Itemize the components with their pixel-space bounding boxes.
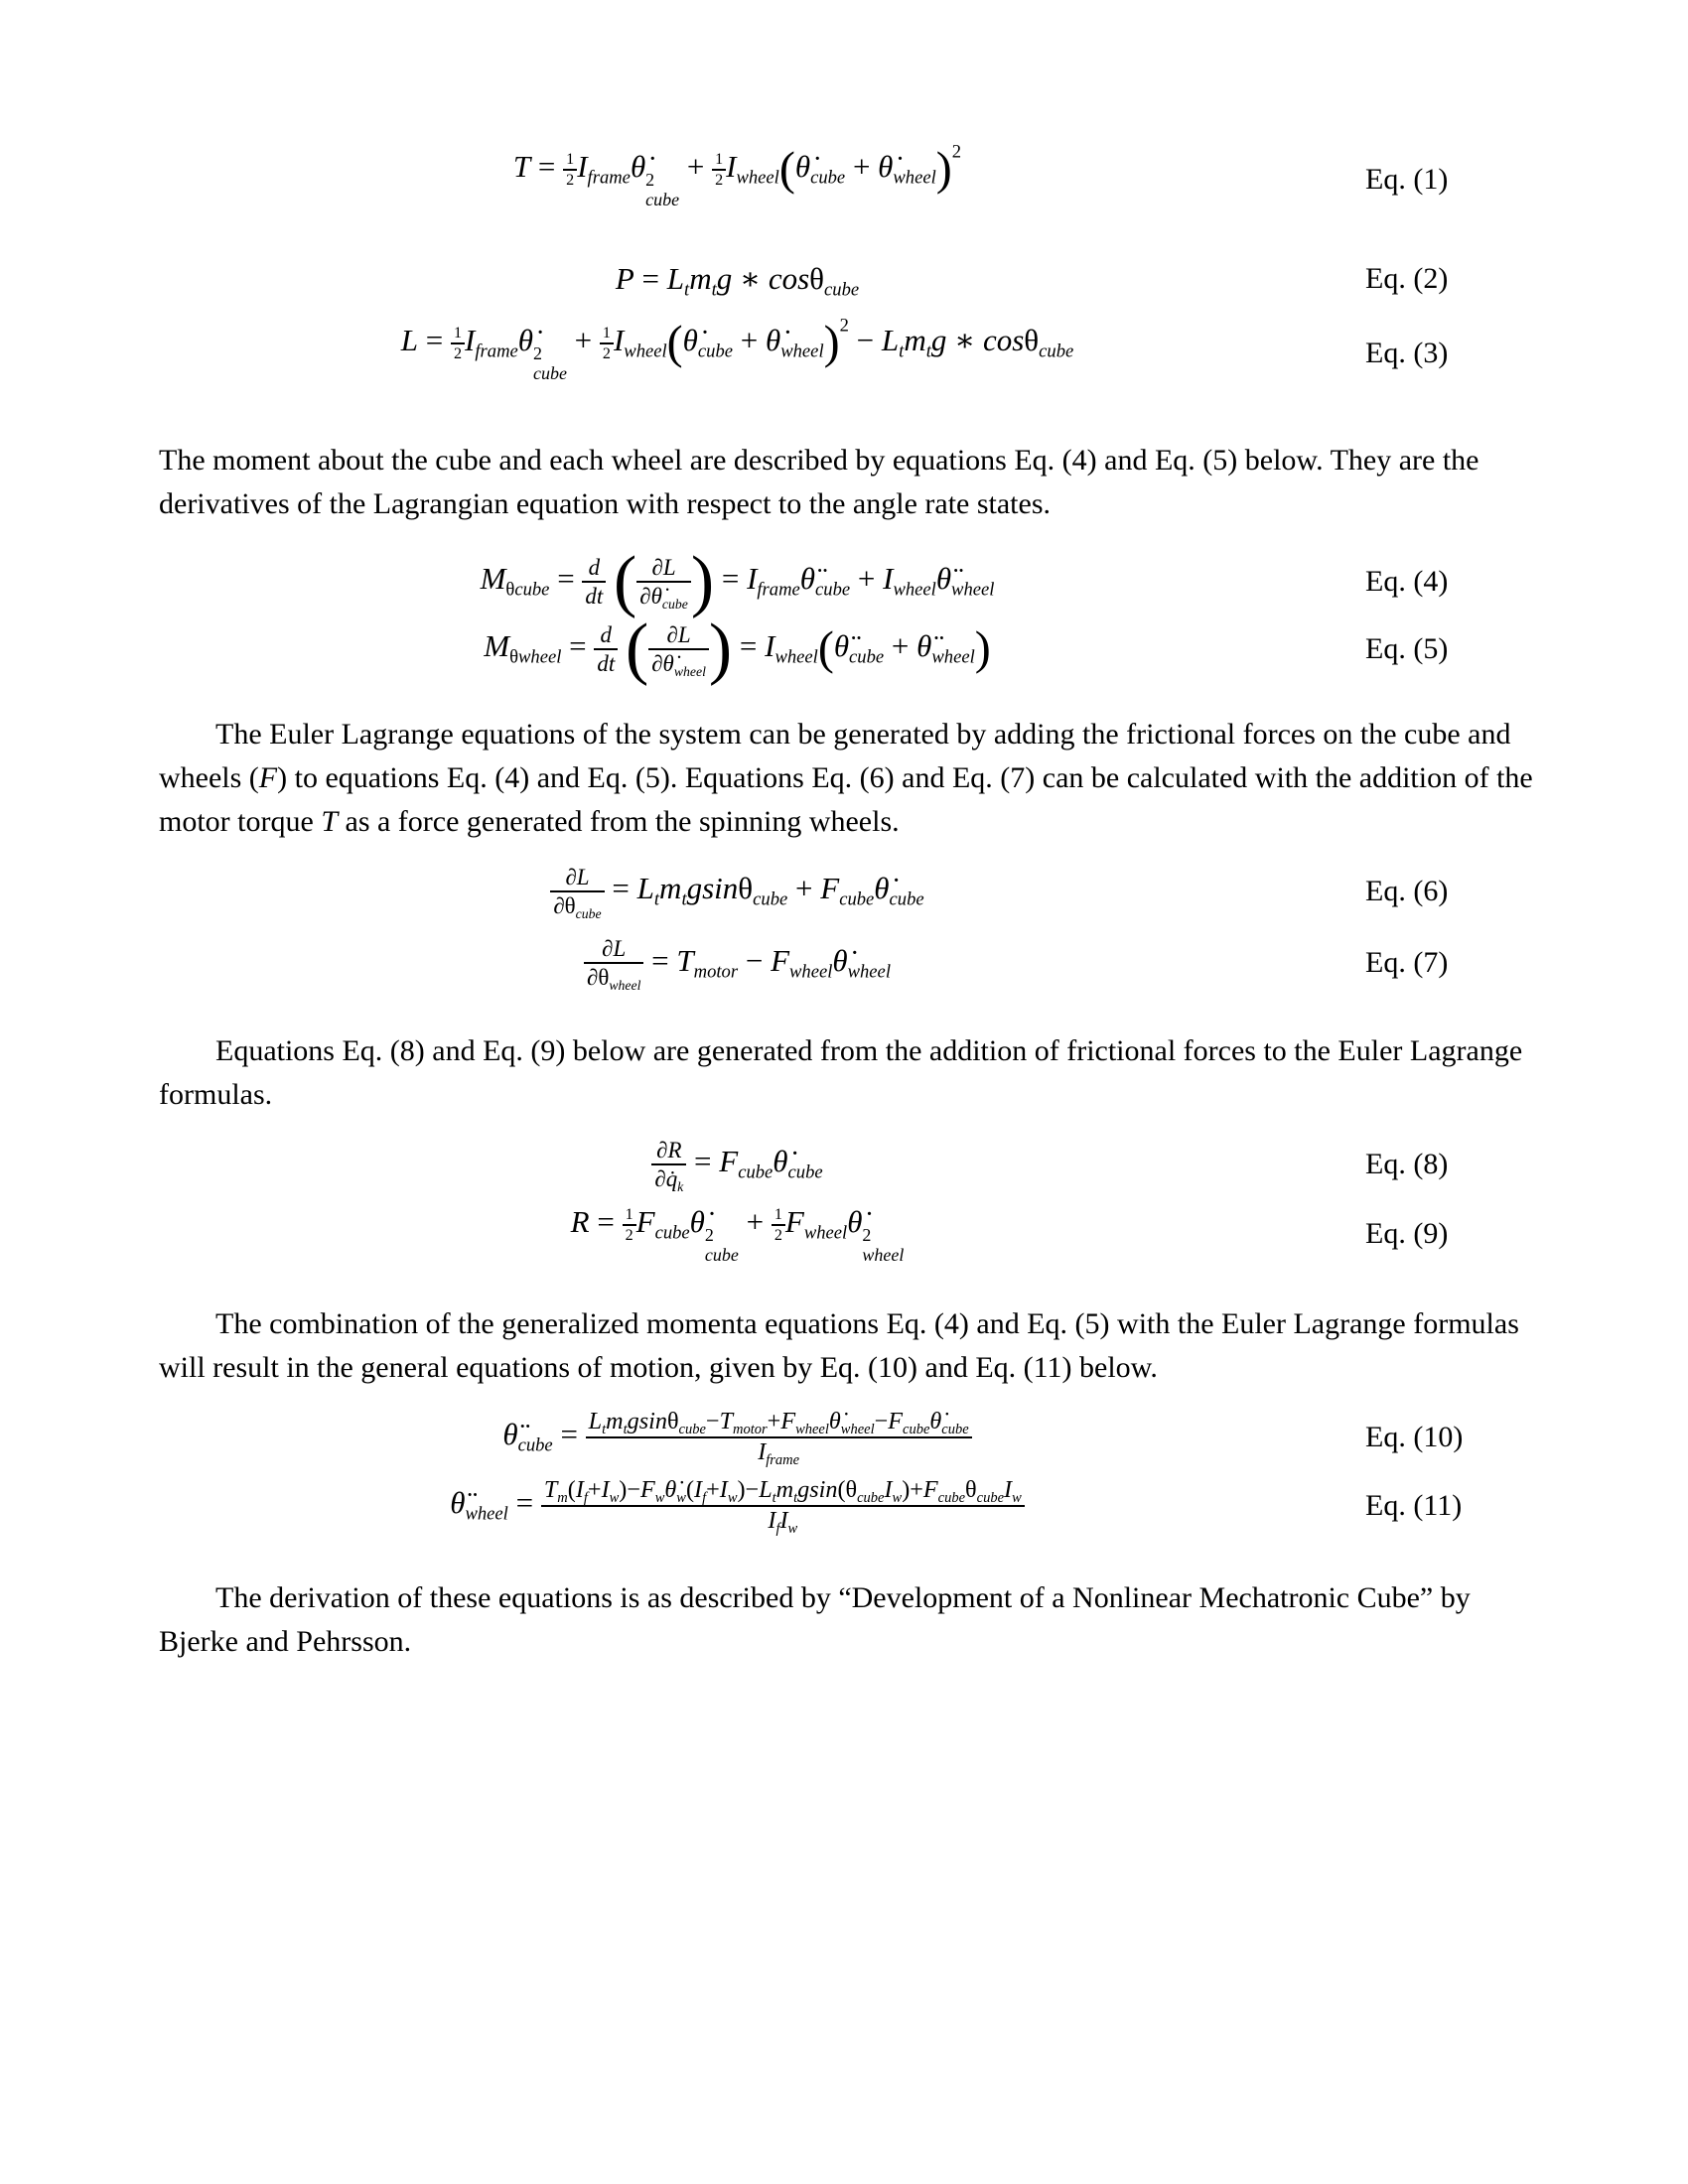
equation-8: $\frac{\partial R}{\partial q̇_k}$ = $F_{cube}\thetȧ_{cube}$ [651,1144,822,1178]
paragraph-5: The derivation of these equations is as described by “Development of a Nonlinear Mechatronic Cube” by Bjerke and Pehrsson. [159,1581,1471,1659]
document-content [0,141,1688,1665]
equation-label-9: Eq. (9) [1365,1217,1449,1251]
equation-label-8: Eq. (8) [1365,1147,1449,1180]
paragraph-3: Equations Eq. (8) and Eq. (9) below are generated from the addition of frictional forces to the Euler Lagrange formulas. [159,1033,1523,1111]
equation-row-3 [159,315,1539,384]
equation-label-5: Eq. (5) [1365,631,1449,665]
equation-3: L = $\frac{1}{2}$ $I_{frame}\thetȧ$ 2 cube + $\frac{1}{2}$ $I_{wheel}(\thetȧ_{cube}$ + $\thetȧ_{wheel})^2 - L_tm_tg$ ∗ cosθ$_{cube}$ [400,315,1074,384]
equation-row-7 [159,935,1539,994]
equation-1: T = $\frac{1}{2}$ $I_{frame}\thetȧ$ 2 cube + $\frac{1}{2}$ $I_{wheel}(\thetȧ_{cube}$ + $\thetȧ_{wheel})^2$ [512,141,962,210]
equation-row-6 [159,864,1539,922]
equation-11: $\thetä_{wheel}$ = $T_m(I_f+I_w)-F_w\thetȧ_w(I_f+I_w)-L_tm_tgsin(\theta_{cube}I_w)+F_{cube}\theta_{cube}I_w$ $I_fI_w$ [450,1485,1025,1520]
equation-row-2 [159,261,1539,301]
equation-5: $M_{\theta wheel}$ = $\frac{d}{dt}$ ( ∂L $\partial\thetȧ_{wheel}$ ) = $I_{wheel}(\thetä_{cube}$ + $\thetä_{wheel}$) [484,610,991,687]
equation-label-11: Eq. (11) [1365,1488,1463,1522]
equation-label-3: Eq. (3) [1365,336,1449,369]
equation-label-7: Eq. (7) [1365,946,1449,980]
equation-label-6: Eq. (6) [1365,875,1449,908]
equation-7: ∂L $\partial\theta_{wheel}$ = $T_{motor}$ − $F_{wheel}\thetȧ_{wheel}$ [584,943,891,978]
equation-4: $M_{\theta cube}$ = $\frac{d}{dt}$ ( ∂L $\partial\thetȧ_{cube}$ ) = $I_{frame}\thetä_{cube}$ + $I_{wheel}\thetä_{wheel}$ [480,542,995,619]
equation-10: $\thetä_{cube}$ = $L_tm_tgsin\theta_{cube}-T_{motor}+F_{wheel}\thetȧ_{wheel}-F_{cube}\thetȧ_{cube}$ $I_{frame}$ [502,1417,971,1451]
equation-6: ∂L $\partial\theta_{cube}$ = $L_tm_tgsin\theta_{cube}$ + $F_{cube}\thetȧ_{cube}$ [550,871,923,905]
equation-label-10: Eq. (10) [1365,1420,1464,1453]
paragraph-4: The combination of the generalized momenta equations Eq. (4) and Eq. (5) with the Euler Lagrange formulas will result in the general equations of motion, given by Eq. (10) and Eq. (11) below. [159,1307,1519,1385]
equation-2: $P = L_tm_tg$ ∗ cosθ$_{cube}$ [615,261,860,301]
equation-9: R = $\frac{1}{2}$ $F_{cube}\thetȧ$ 2 cube + $\frac{1}{2}$ $F_{wheel}\thetȧ$ 2 wheel [570,1203,905,1265]
equation-row-10 [159,1408,1539,1466]
equation-row-9 [159,1204,1539,1265]
equation-row-5 [159,610,1539,687]
equation-row-4 [159,542,1539,619]
paragraph-1: The moment about the cube and each wheel are described by equations Eq. (4) and Eq. (5) below. They are the derivatives of the Lagrangian equation with respect to the angle rate states. [159,443,1479,520]
equation-row-1 [159,141,1539,210]
equation-label-2: Eq. (2) [1365,262,1449,296]
equation-label-4: Eq. (4) [1365,564,1449,598]
paragraph-2: The Euler Lagrange equations of the system can be generated by adding the frictional forces on the cube and wheels (F) to equations Eq. (4) and Eq. (5). Equations Eq. (6) and Eq. (7) can be calculated with the addition of the motor torque T as a force generated from the spinning wheels. [159,717,1533,839]
equation-row-8 [159,1137,1539,1192]
equation-label-1: Eq. (1) [1365,162,1449,196]
equation-row-11 [159,1476,1539,1535]
